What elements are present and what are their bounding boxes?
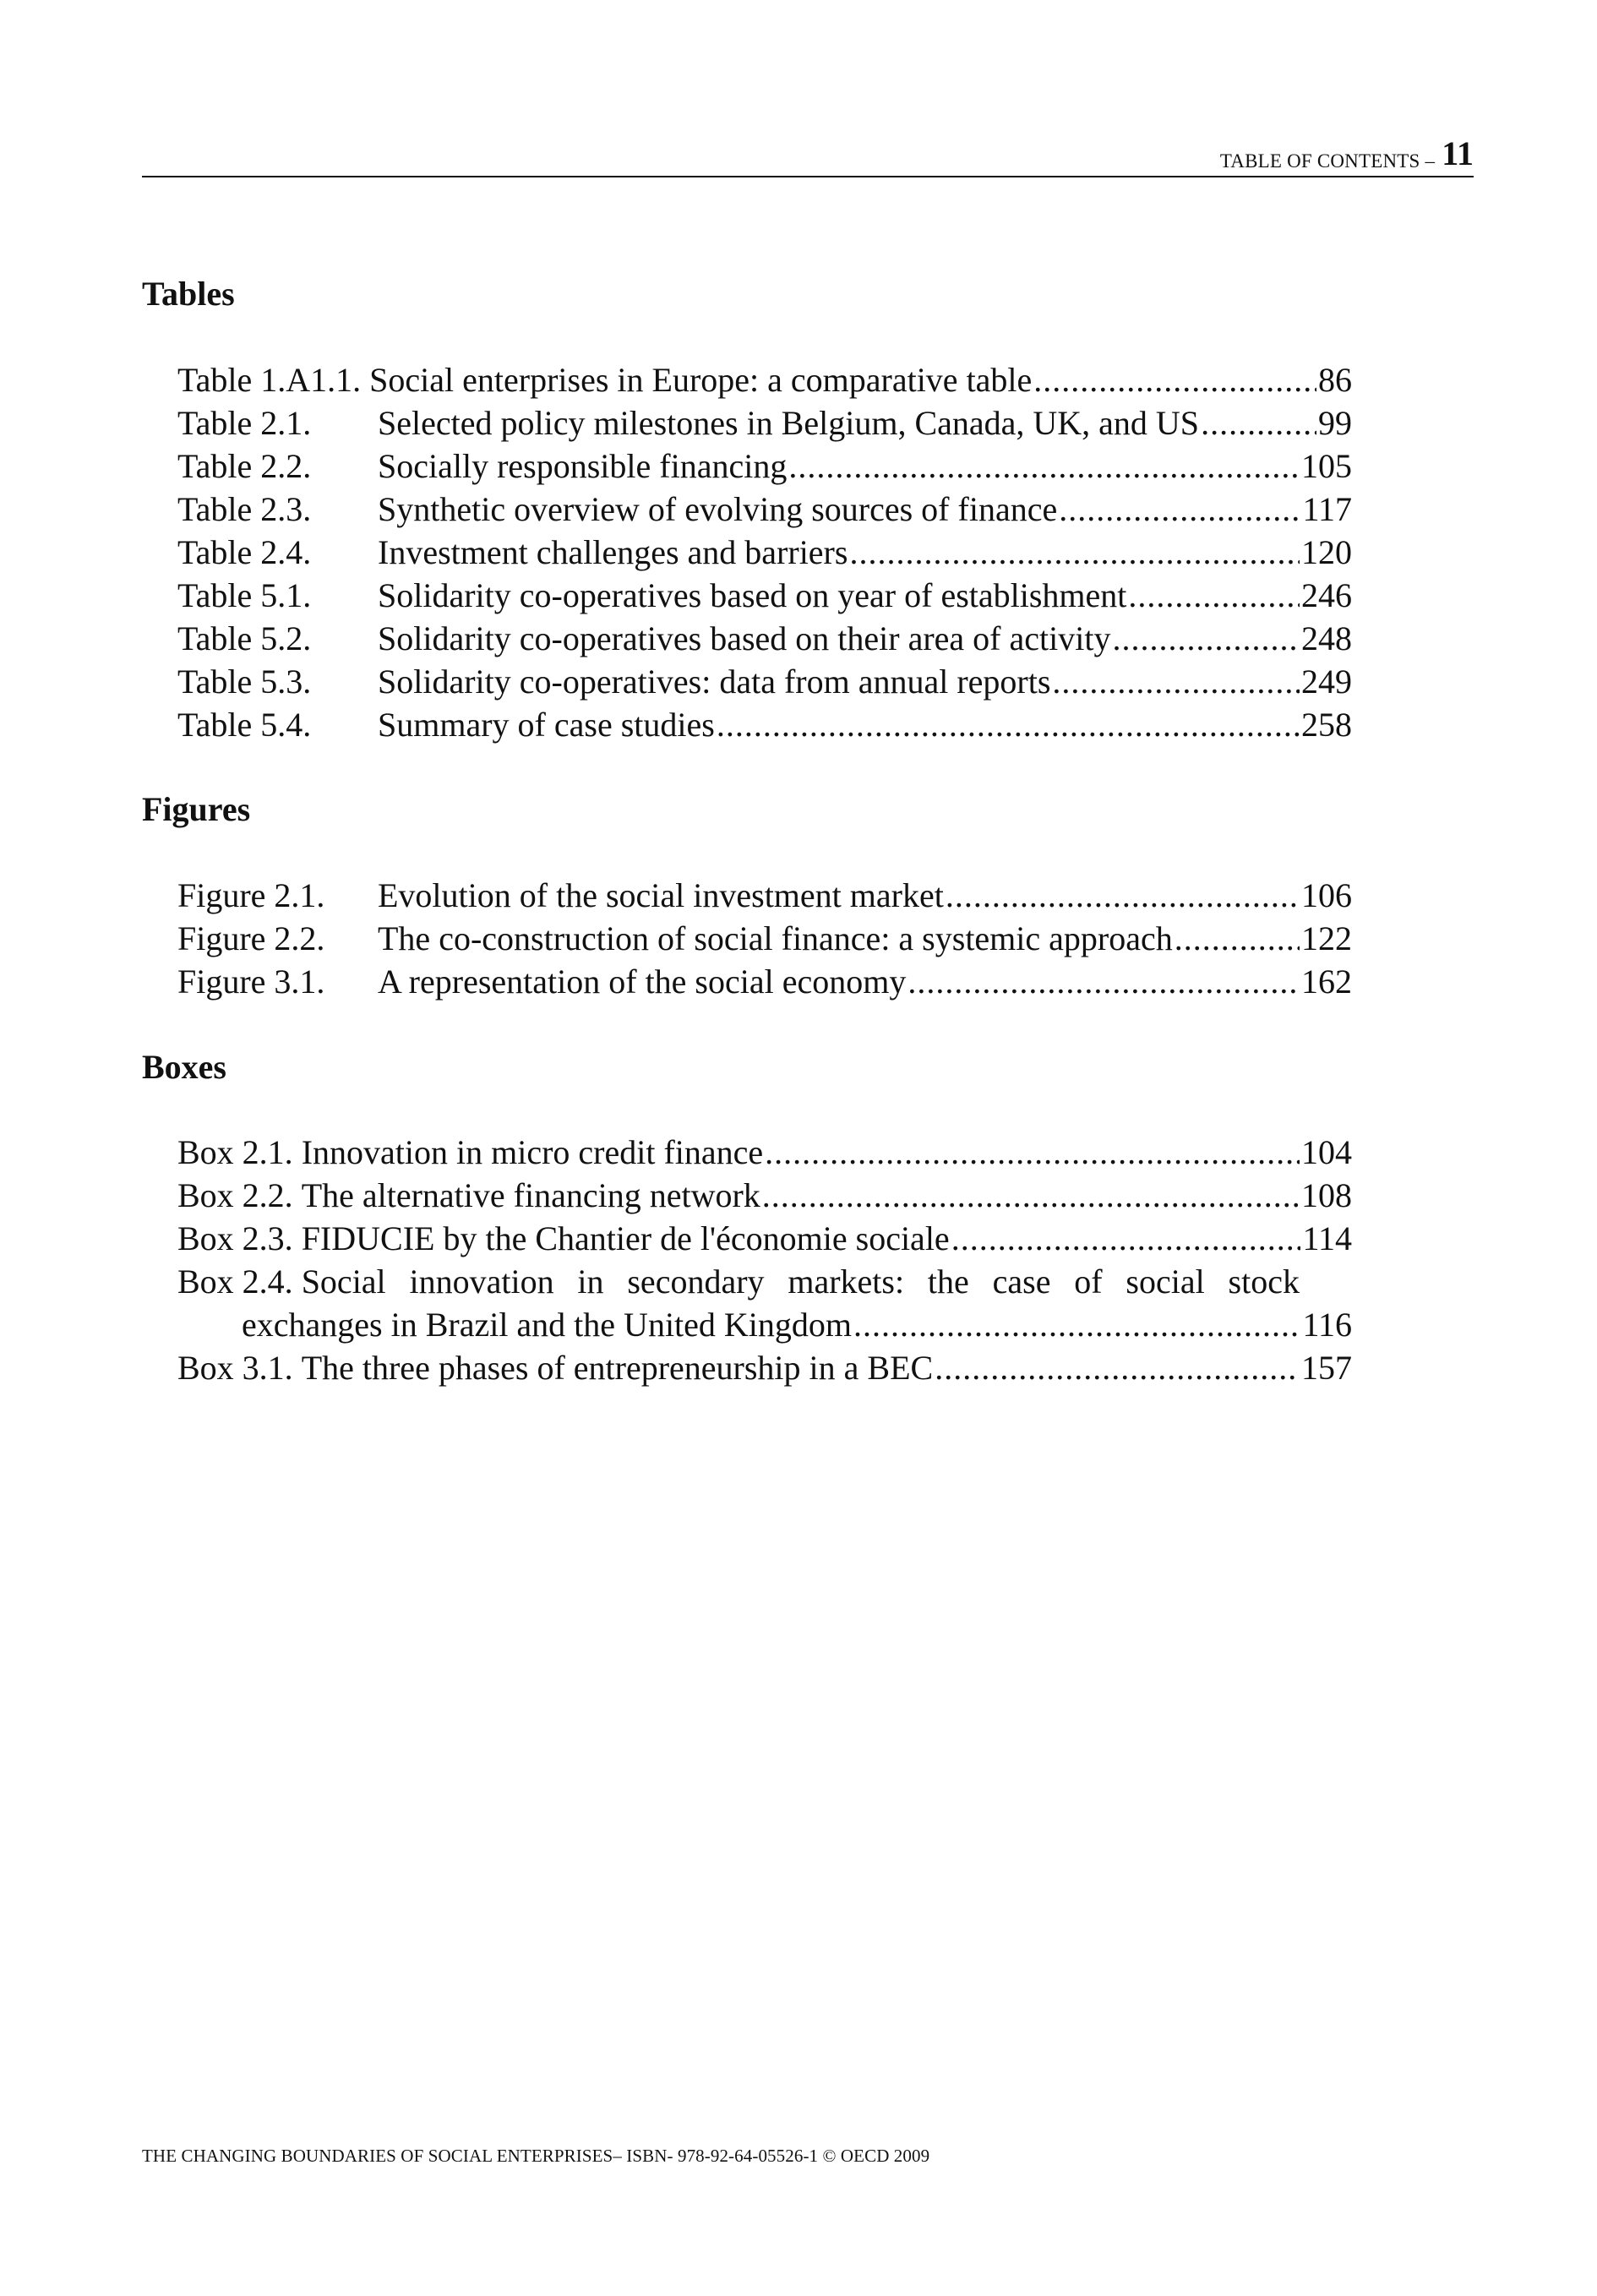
entry-label: Table 2.3. bbox=[177, 490, 312, 528]
entry-label: Figure 2.1. bbox=[177, 876, 325, 914]
entry-label: Figure 3.1. bbox=[177, 963, 325, 1001]
entry-title: Solidarity co-operatives: data from annual reports bbox=[378, 663, 1051, 701]
entry-page: 117 bbox=[1302, 490, 1352, 528]
section-heading-tables: Tables bbox=[142, 275, 235, 313]
entry-page: 105 bbox=[1301, 447, 1352, 485]
entry-title: A representation of the social economy bbox=[378, 963, 907, 1001]
toc-entry-table-5-4[interactable] bbox=[177, 708, 1352, 742]
toc-entry-table-2-2[interactable] bbox=[177, 447, 1352, 485]
entry-label: Box 2.1. bbox=[177, 1133, 293, 1171]
entry-title-line1: Social innovation in secondary markets: the case of social stock bbox=[301, 1263, 1300, 1301]
entry-page: 248 bbox=[1301, 619, 1352, 657]
dot-leader bbox=[1052, 665, 1300, 699]
page-footer: THE CHANGING BOUNDARIES OF SOCIAL ENTERPRISES– ISBN- 978-92-64-05526-1 © OECD 2009 bbox=[142, 2146, 930, 2166]
toc-entry-box-3-1[interactable] bbox=[177, 1351, 1352, 1385]
header-title: TABLE OF CONTENTS – bbox=[1219, 150, 1436, 172]
entry-label: Table 2.1. bbox=[177, 404, 312, 442]
dot-leader bbox=[935, 1351, 1300, 1385]
toc-entry-table-1-a1-1[interactable] bbox=[177, 363, 1352, 397]
entry-label: Box 2.2. bbox=[177, 1176, 293, 1214]
toc-entry-box-2-4-continuation[interactable] bbox=[242, 1308, 1352, 1342]
entry-title: Summary of case studies bbox=[378, 706, 715, 744]
entry-label: Box 3.1. bbox=[177, 1349, 293, 1387]
entry-title: Innovation in micro credit finance bbox=[301, 1133, 764, 1171]
toc-entry-table-2-3[interactable] bbox=[177, 490, 1352, 528]
entry-title: The alternative financing network bbox=[301, 1176, 760, 1214]
toc-entry-figure-2-2[interactable] bbox=[177, 919, 1352, 957]
entry-label: Figure 2.2. bbox=[177, 919, 325, 957]
dot-leader bbox=[1175, 922, 1300, 956]
entry-title: Synthetic overview of evolving sources of finance bbox=[378, 490, 1058, 528]
dot-leader bbox=[1128, 579, 1300, 613]
entry-page: 114 bbox=[1302, 1219, 1352, 1257]
toc-entry-box-2-3[interactable] bbox=[177, 1219, 1352, 1257]
page-number: 11 bbox=[1442, 134, 1474, 172]
toc-entry-figure-2-1[interactable] bbox=[177, 876, 1352, 914]
entry-title-line2: exchanges in Brazil and the United Kingdom bbox=[242, 1306, 853, 1344]
entry-label: Table 5.3. bbox=[177, 663, 312, 701]
entry-page: 249 bbox=[1301, 663, 1352, 701]
entry-title: The co-construction of social finance: a systemic approach bbox=[378, 919, 1173, 957]
entry-page: 246 bbox=[1301, 576, 1352, 614]
entry-label: Table 2.4. bbox=[177, 533, 312, 571]
toc-entry-table-5-3[interactable] bbox=[177, 665, 1352, 699]
toc-entry-table-5-1[interactable] bbox=[177, 576, 1352, 614]
dot-leader bbox=[849, 536, 1300, 570]
entry-title: Investment challenges and barriers bbox=[378, 533, 848, 571]
entry-page: 99 bbox=[1318, 404, 1352, 442]
entry-title: FIDUCIE by the Chantier de l'économie sociale bbox=[301, 1219, 950, 1257]
entry-label: Table 1.A1.1. bbox=[177, 361, 362, 399]
entry-page: 120 bbox=[1301, 533, 1352, 571]
entry-label: Table 5.1. bbox=[177, 576, 312, 614]
dot-leader bbox=[1112, 622, 1300, 656]
dot-leader bbox=[788, 450, 1300, 483]
entry-page: 122 bbox=[1301, 919, 1352, 957]
entry-page: 108 bbox=[1301, 1176, 1352, 1214]
section-heading-boxes: Boxes bbox=[142, 1048, 226, 1086]
entry-label: Table 5.4. bbox=[177, 706, 312, 744]
dot-leader bbox=[946, 879, 1300, 913]
dot-leader bbox=[1033, 363, 1316, 397]
dot-leader bbox=[762, 1179, 1300, 1213]
entry-page: 157 bbox=[1301, 1349, 1352, 1387]
toc-entry-box-2-2[interactable] bbox=[177, 1176, 1352, 1214]
toc-entry-table-2-1[interactable] bbox=[177, 406, 1352, 440]
toc-entry-table-2-4[interactable] bbox=[177, 533, 1352, 571]
toc-entry-box-2-4[interactable] bbox=[177, 1265, 1300, 1299]
dot-leader bbox=[1201, 406, 1316, 440]
entry-title: Social enterprises in Europe: a comparative table bbox=[369, 361, 1033, 399]
entry-page: 106 bbox=[1301, 876, 1352, 914]
entry-title: The three phases of entrepreneurship in a BEC bbox=[301, 1349, 934, 1387]
entry-page: 258 bbox=[1301, 706, 1352, 744]
section-heading-figures: Figures bbox=[142, 790, 251, 828]
entry-title: Solidarity co-operatives based on their area of activity bbox=[378, 619, 1111, 657]
dot-leader bbox=[853, 1308, 1300, 1342]
toc-entry-box-2-1[interactable] bbox=[177, 1133, 1352, 1171]
dot-leader bbox=[765, 1136, 1300, 1170]
dot-leader bbox=[951, 1222, 1301, 1256]
entry-title: Evolution of the social investment market bbox=[378, 876, 944, 914]
entry-page: 86 bbox=[1318, 361, 1352, 399]
entry-label: Table 5.2. bbox=[177, 619, 312, 657]
entry-title: Selected policy milestones in Belgium, Canada, UK, and US bbox=[378, 404, 1200, 442]
entry-label: Table 2.2. bbox=[177, 447, 312, 485]
entry-page: 116 bbox=[1302, 1306, 1352, 1344]
running-header bbox=[142, 127, 1474, 177]
entry-page: 162 bbox=[1301, 963, 1352, 1001]
entry-label: Box 2.3. bbox=[177, 1219, 293, 1257]
entry-page: 104 bbox=[1301, 1133, 1352, 1171]
dot-leader bbox=[908, 965, 1300, 999]
toc-entry-table-5-2[interactable] bbox=[177, 619, 1352, 657]
dot-leader bbox=[717, 708, 1300, 742]
dot-leader bbox=[1059, 493, 1300, 526]
entry-label: Box 2.4. bbox=[177, 1263, 293, 1301]
entry-title: Solidarity co-operatives based on year of establishment bbox=[378, 576, 1127, 614]
entry-title: Socially responsible financing bbox=[378, 447, 788, 485]
toc-entry-figure-3-1[interactable] bbox=[177, 965, 1352, 999]
